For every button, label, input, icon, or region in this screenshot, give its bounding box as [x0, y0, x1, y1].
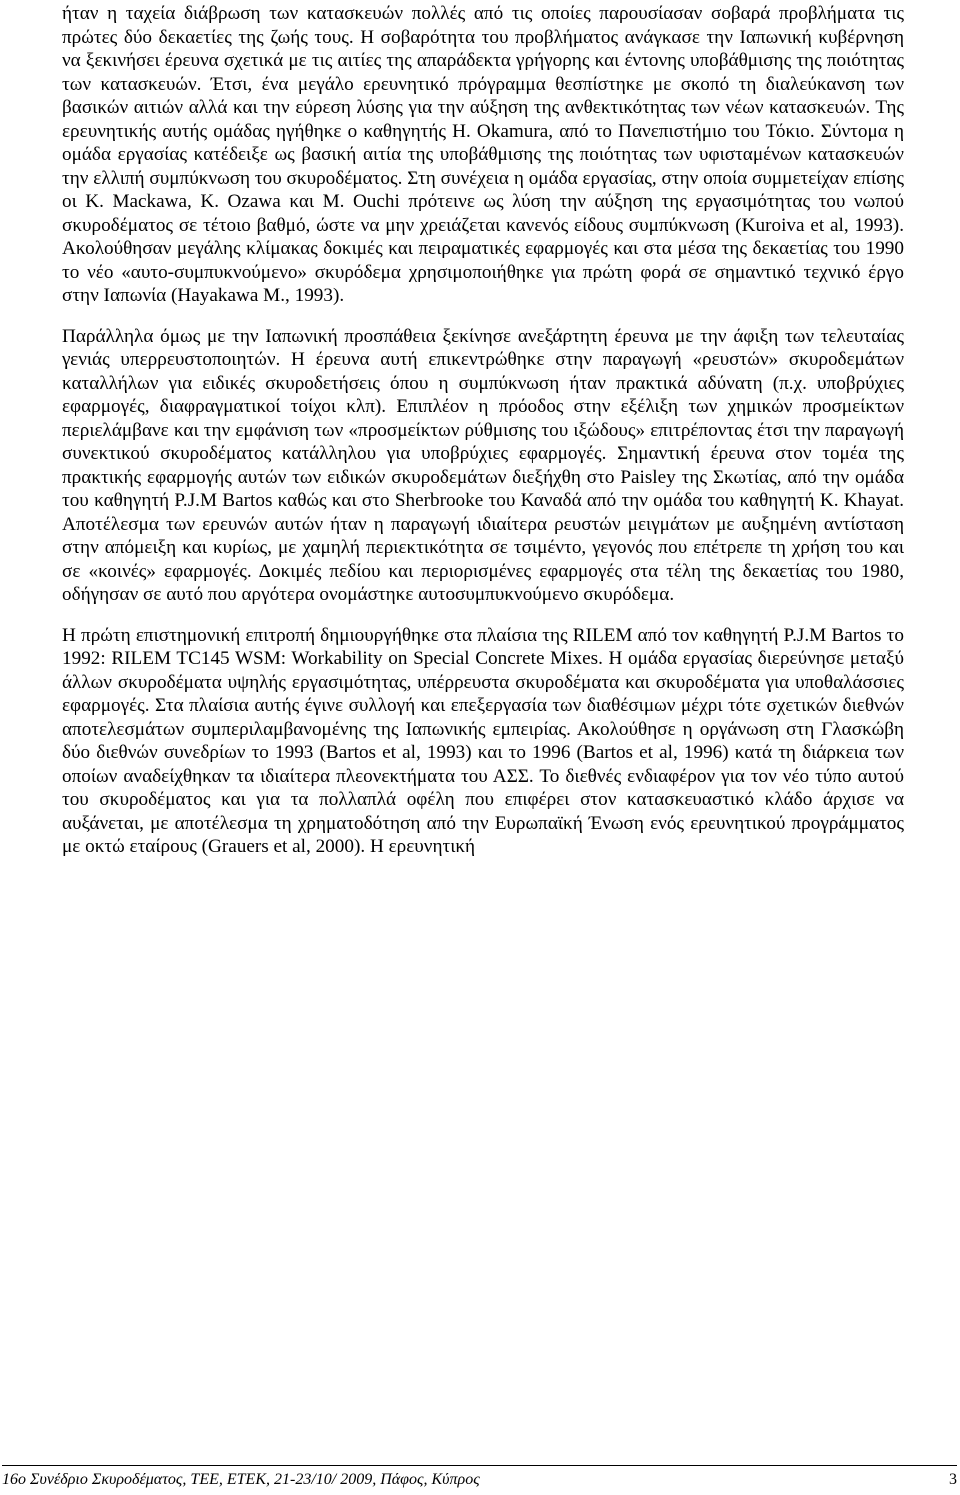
paragraph-1: ήταν η ταχεία διάβρωση των κατασκευών πολλές από τις οποίες παρουσίασαν σοβαρά προβλήματα τις πρώτες δύο δεκαετίες της ζωής τους. Η σοβαρότητα του προβλήματος ανάγκασε την Ιαπωνική κυβέρνηση να ξεκινήσει έρευνα σχετικά με τις αιτίες της απαράδεκτα γρήγορης και έντονης υποβάθμισης της ποιότητας των κατασκευών. Έτσι, ένα μεγάλο ερευνητικό πρόγραμμα θεσπίστηκε με σκοπό τη διαλεύκανση των βασικών αιτιών αλλά και την εύρεση λύσης για την αύξηση της ανθεκτικότητας των νέων κατασκευών. Της ερευνητικής αυτής ομάδας ηγήθηκε ο καθηγητής H. Okamura, από το Πανεπιστήμιο του Τόκιο. Σύντομα η ομάδα εργασίας κατέδειξε ως βασική αιτία της υποβάθμισης της ποιότητας των υφισταμένων κατασκευών την ελλιπή συμπύκνωση του σκυροδέματος. Στη συνέχεια η ομάδα εργασίας, στην οποία συμμετείχαν επίσης οι K. Mackawa, K. Ozawa και M. Ouchi πρότεινε ως λύση την αύξηση της εργασιμότητας του νωπού σκυροδέματος σε τέτοιο βαθμό, ώστε να μην χρειάζεται κανενός είδους συμπύκνωση (Kuroiva et al, 1993). Ακολούθησαν μεγάλης κλίμακας δοκιμές και πειραματικές εφαρμογές και στα μέσα της δεκαετίας του 1990 το νέο «αυτο-συμπυκνούμενο» σκυρόδεμα χρησιμοποιήθηκε για πρώτη φορά σε σημαντικό τεχνικό έργο στην Ιαπωνία (Hayakawa M., 1993).	[62, 3, 904, 306]
page-number: 3	[949, 1471, 957, 1488]
footer-divider	[2, 1465, 957, 1466]
document-body	[62, 2, 904, 859]
paragraph-2: Παράλληλα όμως με την Ιαπωνική προσπάθεια ξεκίνησε ανεξάρτητη έρευνα με την άφιξη των τελευταίας γενιάς υπερρευστοποιητών. Η έρευνα αυτή επικεντρώθηκε στην παραγωγή «ρευστών» σκυροδεμάτων καταλλήλων για ειδικές σκυροδετήσεις όπου η συμπύκνωση ήταν πρακτικά αδύνατη (π.χ. υποβρύχιες εφαρμογές, διαφραγματικοί τοίχοι κλπ). Επιπλέον η πρόοδος στην εξέλιξη των χημικών προσμείκτων περιελάμβανε και την εμφάνιση των «προσμείκτων ρύθμισης του ιξώδους» επιτρέποντας έτσι την παραγωγή συνεκτικού σκυροδέματος κατάλληλου για υποβρύχιες εφαρμογές. Σημαντική έρευνα στον τομέα της πρακτικής εφαρμογής αυτών των ειδικών σκυροδεμάτων διεξήχθη στο Paisley της Σκωτίας, από την ομάδα του καθηγητή P.J.M Bartos καθώς και στο Sherbrooke του Καναδά από την ομάδα του καθηγητή K. Khayat. Αποτέλεσμα των ερευνών αυτών ήταν η παραγωγή ιδιαίτερα ρευστών μειγμάτων με αυξημένη αντίσταση στην απόμειξη και κυρίως, με χαμηλή περιεκτικότητα σε τσιμέντο, γεγονός που επέτρεπε τη χρήση του και σε «κοινές» εφαρμογές. Δοκιμές πεδίου και περιορισμένες εφαρμογές στα τέλη της δεκαετίας του 1980, οδήγησαν σε αυτό που αργότερα ονομάστηκε αυτοσυμπυκνούμενο σκυρόδεμα.	[62, 325, 904, 605]
page-footer	[2, 1470, 957, 1490]
footer-conference-text: 16ο Συνέδριο Σκυροδέματος, ΤΕΕ, ΕΤΕΚ, 21-23/10/ 2009, Πάφος, Κύπρος	[2, 1471, 480, 1488]
paragraph-3: Η πρώτη επιστημονική επιτροπή δημιουργήθηκε στα πλαίσια της RILEM από τον καθηγητή P.J.M Bartos το 1992: RILEM TC145 WSM: Workability on Special Concrete Mixes. Η ομάδα εργασίας διερεύνησε μεταξύ άλλων σκυροδέματα υψηλής εργασιμότητας, υπέρρευστα σκυροδέματα και σκυροδέματα για υποθαλάσσιες εφαρμογές. Στα πλαίσια αυτής έγινε συλλογή και επεξεργασία των διαθέσιμων μέχρι τότε σχετικών διεθνών αποτελεσμάτων συμπεριλαμβανομένης της Ιαπωνικής εμπειρίας. Ακολούθησε η οργάνωση στη Γλασκώβη δύο διεθνών συνεδρίων το 1993 (Bartos et al, 1993) και το 1996 (Bartos et al, 1996) κατά τη διάρκεια των οποίων αναδείχθηκαν τα ιδιαίτερα πλεονεκτήματα του ΑΣΣ. Το διεθνές ενδιαφέρον για τον νέο τύπο αυτού του σκυροδέματος και για τα πολλαπλά οφέλη που επιφέρει στον κατασκευαστικό κλάδο άρχισε να αυξάνεται, με αποτέλεσμα τη χρηματοδότηση από την Ευρωπαϊκή Ένωση ενός ερευνητικού προγράμματος με οκτώ εταίρους (Grauers et al, 2000). Η ερευνητική	[62, 624, 904, 857]
